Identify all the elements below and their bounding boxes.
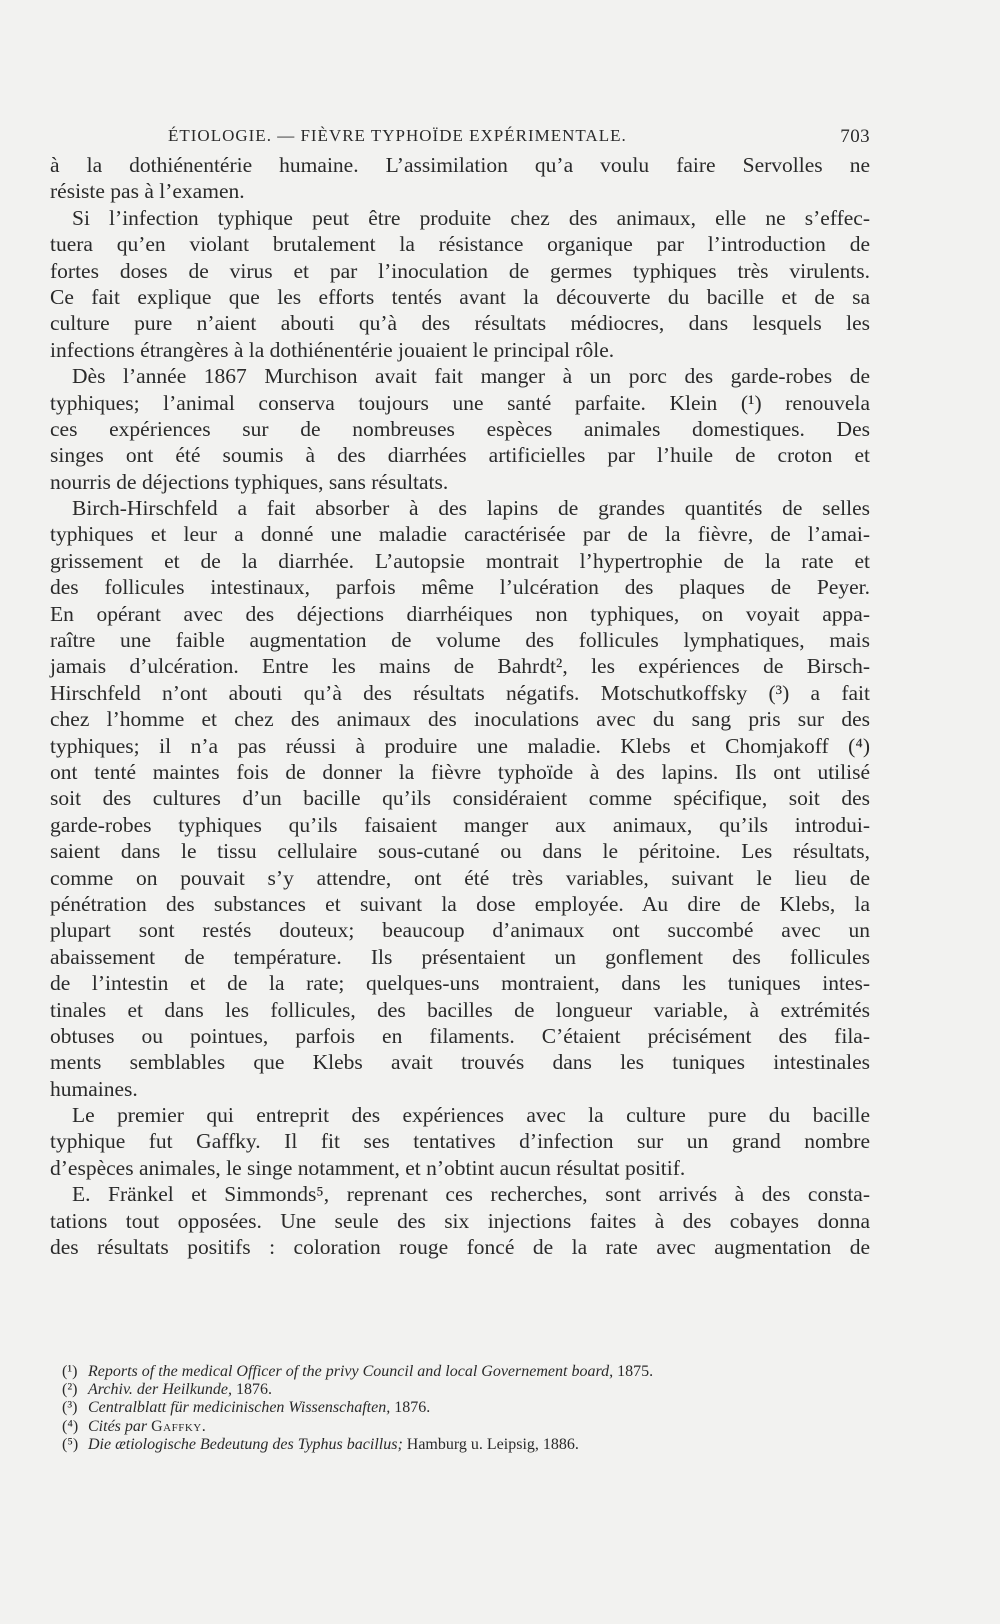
text-line (50, 258, 870, 284)
text-line (50, 944, 870, 970)
text-line-content: nourris de déjections typhiques, sans résultats. (50, 469, 449, 494)
text-line-content: pénétration des substances et suivant la dose employée. Au dire de Klebs, la (50, 891, 870, 916)
text-line-content: chez l’homme et chez des animaux des inoculations avec du sang pris sur des (50, 707, 870, 732)
text-line-content: raître une faible augmentation de volume des follicules lymphatiques, mais (50, 628, 870, 653)
text-line-content: des résultats positifs : coloration rouge foncé de la rate avec augmentation de (50, 1235, 870, 1260)
text-line (50, 733, 870, 759)
text-line (50, 1023, 870, 1049)
text-line (50, 627, 870, 653)
text-line (50, 231, 870, 257)
text-line (50, 521, 870, 547)
footnote (62, 1363, 862, 1381)
text-line (50, 442, 870, 468)
text-line (50, 970, 870, 996)
text-line-content: résiste pas à l’examen. (50, 179, 245, 204)
text-line (50, 1049, 870, 1075)
text-line (50, 997, 870, 1023)
footnote (62, 1418, 862, 1436)
footnote-title: Centralblatt für medicinischen Wissenschaften, (88, 1399, 391, 1417)
text-line (50, 205, 870, 231)
text-line-content: culture pure n’aient abouti qu’à des résultats médiocres, dans lesquels les (50, 311, 870, 336)
text-line (50, 1208, 870, 1234)
page (50, 118, 870, 1260)
text-line-content: plupart sont restés douteux; beaucoup d’animaux ont succombé avec un (50, 918, 870, 943)
text-line (50, 865, 870, 891)
text-line (50, 390, 870, 416)
text-line (50, 1155, 870, 1181)
footnote-detail: 1876. (390, 1399, 431, 1417)
text-line-content: typhique fut Gaffky. Il fit ses tentatives d’infection sur un grand nombre (50, 1129, 870, 1154)
footnote-detail: Hamburg u. Leipsig, 1886. (402, 1435, 579, 1453)
footnotes (62, 1363, 862, 1454)
footnote-author: Gaffky. (151, 1417, 207, 1435)
text-line-content: à la dothiénentérie humaine. L’assimilation qu’a voulu faire Servolles ne (50, 153, 870, 177)
text-line-content: jamais d’ulcération. Entre les mains de Bahrdt², les expériences de Birsch- (50, 654, 870, 679)
text-line (50, 574, 870, 600)
text-line (50, 178, 870, 204)
footnote-detail: 1876. (231, 1381, 272, 1399)
text-line-content: ments semblables que Klebs avait trouvés dans les tuniques intestinales (50, 1050, 870, 1075)
text-line-content: Hirschfeld n’ont abouti qu’à des résultats négatifs. Motschutkoffsky (³) a fait (50, 680, 870, 705)
text-line-content: typhiques; il n’a pas réussi à produire une maladie. Klebs et Chomjakoff (⁴) (50, 733, 870, 758)
text-line-content: En opérant avec des déjections diarrhéiques non typhiques, on voyait appa- (50, 601, 870, 626)
footnote (62, 1399, 862, 1417)
text-line-content: Le premier qui entreprit des expériences avec la culture pure du bacille (72, 1103, 870, 1128)
footnote-marker: (⁴) (62, 1417, 79, 1435)
text-line (50, 284, 870, 310)
text-line-content: Ce fait explique que les efforts tentés avant la découverte du bacille et de sa (50, 284, 870, 309)
text-line-content: infections étrangères à la dothiénentérie jouaient le principal rôle. (50, 337, 615, 362)
text-line (50, 891, 870, 917)
text-line-content: Dès l’année 1867 Murchison avait fait manger à un porc des garde-robes de (72, 364, 870, 389)
running-head (50, 118, 870, 152)
text-line (50, 495, 870, 521)
text-line (50, 706, 870, 732)
text-line (50, 1128, 870, 1154)
text-line (50, 469, 870, 495)
footnote-marker: (³) (62, 1399, 78, 1417)
footnote-title: Reports of the medical Officer of the privy Council and local Governement board, (88, 1363, 614, 1380)
text-line-content: soit des cultures d’un bacille qu’ils considéraient comme spécifique, soit des (50, 786, 870, 811)
footnote-title: Archiv. der Heilkunde, (88, 1381, 232, 1399)
text-line (50, 759, 870, 785)
text-line-content: grissement et de la diarrhée. L’autopsie montrait l’hypertrophie de la rate et (50, 548, 870, 573)
text-line (50, 1102, 870, 1128)
footnote (62, 1436, 862, 1454)
text-line-content: obtuses ou pointues, parfois en filaments. C’étaient précisément des fila- (50, 1023, 870, 1048)
text-line (50, 1076, 870, 1102)
text-line-content: Birch-Hirschfeld a fait absorber à des lapins de grandes quantités de selles (72, 496, 870, 521)
text-line-content: fortes doses de virus et par l’inoculation de germes typhiques très virulents. (50, 258, 870, 283)
text-line (50, 917, 870, 943)
footnote (62, 1381, 862, 1399)
text-line-content: typhiques; l’animal conserva toujours une santé parfaite. Klein (¹) renouvela (50, 390, 870, 415)
text-line-content: de l’intestin et de la rate; quelques-uns montraient, dans les tuniques intes- (50, 971, 870, 996)
running-head-title: ÉTIOLOGIE. — FIÈVRE TYPHOÏDE EXPÉRIMENTALE. (168, 126, 627, 145)
text-line (50, 838, 870, 864)
footnote-detail: 1875. (613, 1363, 654, 1380)
text-line (50, 1181, 870, 1207)
text-line-content: garde-robes typhiques qu’ils faisaient manger aux animaux, qu’ils introdui- (50, 812, 870, 837)
text-line-content: ces expériences sur de nombreuses espèces animales domestiques. Des (50, 416, 870, 441)
text-line-content: des follicules intestinaux, parfois même l’ulcération des plaques de Peyer. (50, 575, 870, 600)
text-line-content: tinales et dans les follicules, des bacilles de longueur variable, à extrémités (50, 997, 870, 1022)
text-line (50, 548, 870, 574)
text-line-content: abaissement de température. Ils présentaient un gonflement des follicules (50, 944, 870, 969)
footnote-marker: (¹) (62, 1363, 78, 1380)
text-line-content: Si l’infection typhique peut être produite chez des animaux, elle ne s’effec- (72, 205, 870, 230)
text-line (50, 601, 870, 627)
text-line-content: saient dans le tissu cellulaire sous-cutané ou dans le péritoine. Les résultats, (50, 839, 870, 864)
text-line-content: comme on pouvait s’y attendre, ont été très variables, suivant le lieu de (50, 865, 870, 890)
text-line (50, 416, 870, 442)
footnote-marker: (⁵) (62, 1435, 79, 1453)
body-text (50, 152, 870, 1260)
text-line-content: humaines. (50, 1076, 138, 1101)
text-line (50, 1234, 870, 1260)
text-line-content: E. Fränkel et Simmonds⁵, reprenant ces recherches, sont arrivés à des consta- (72, 1182, 870, 1207)
text-line-content: typhiques et leur a donné une maladie caractérisée par de la fièvre, de l’amai- (50, 522, 870, 547)
text-line-content: ont tenté maintes fois de donner la fièvre typhoïde à des lapins. Ils ont utilisé (50, 759, 870, 784)
page-number: 703 (840, 126, 870, 147)
text-line (50, 680, 870, 706)
text-line-content: singes ont été soumis à des diarrhées artificielles par l’huile de croton et (50, 443, 870, 468)
text-line (50, 337, 870, 363)
text-line-content: tuera qu’en violant brutalement la résistance organique par l’introduction de (50, 232, 870, 257)
text-line (50, 310, 870, 336)
text-line (50, 152, 870, 178)
text-line (50, 785, 870, 811)
text-line (50, 363, 870, 389)
text-line (50, 812, 870, 838)
footnote-title: Die ætiologische Bedeutung des Typhus bacillus; (88, 1435, 403, 1453)
footnote-title: Cités par (88, 1417, 148, 1435)
footnote-marker: (²) (62, 1381, 78, 1399)
text-line-content: d’espèces animales, le singe notamment, et n’obtint aucun résultat positif. (50, 1155, 686, 1180)
text-line-content: tations tout opposées. Une seule des six injections faites à des cobayes donna (50, 1208, 870, 1233)
text-line (50, 653, 870, 679)
